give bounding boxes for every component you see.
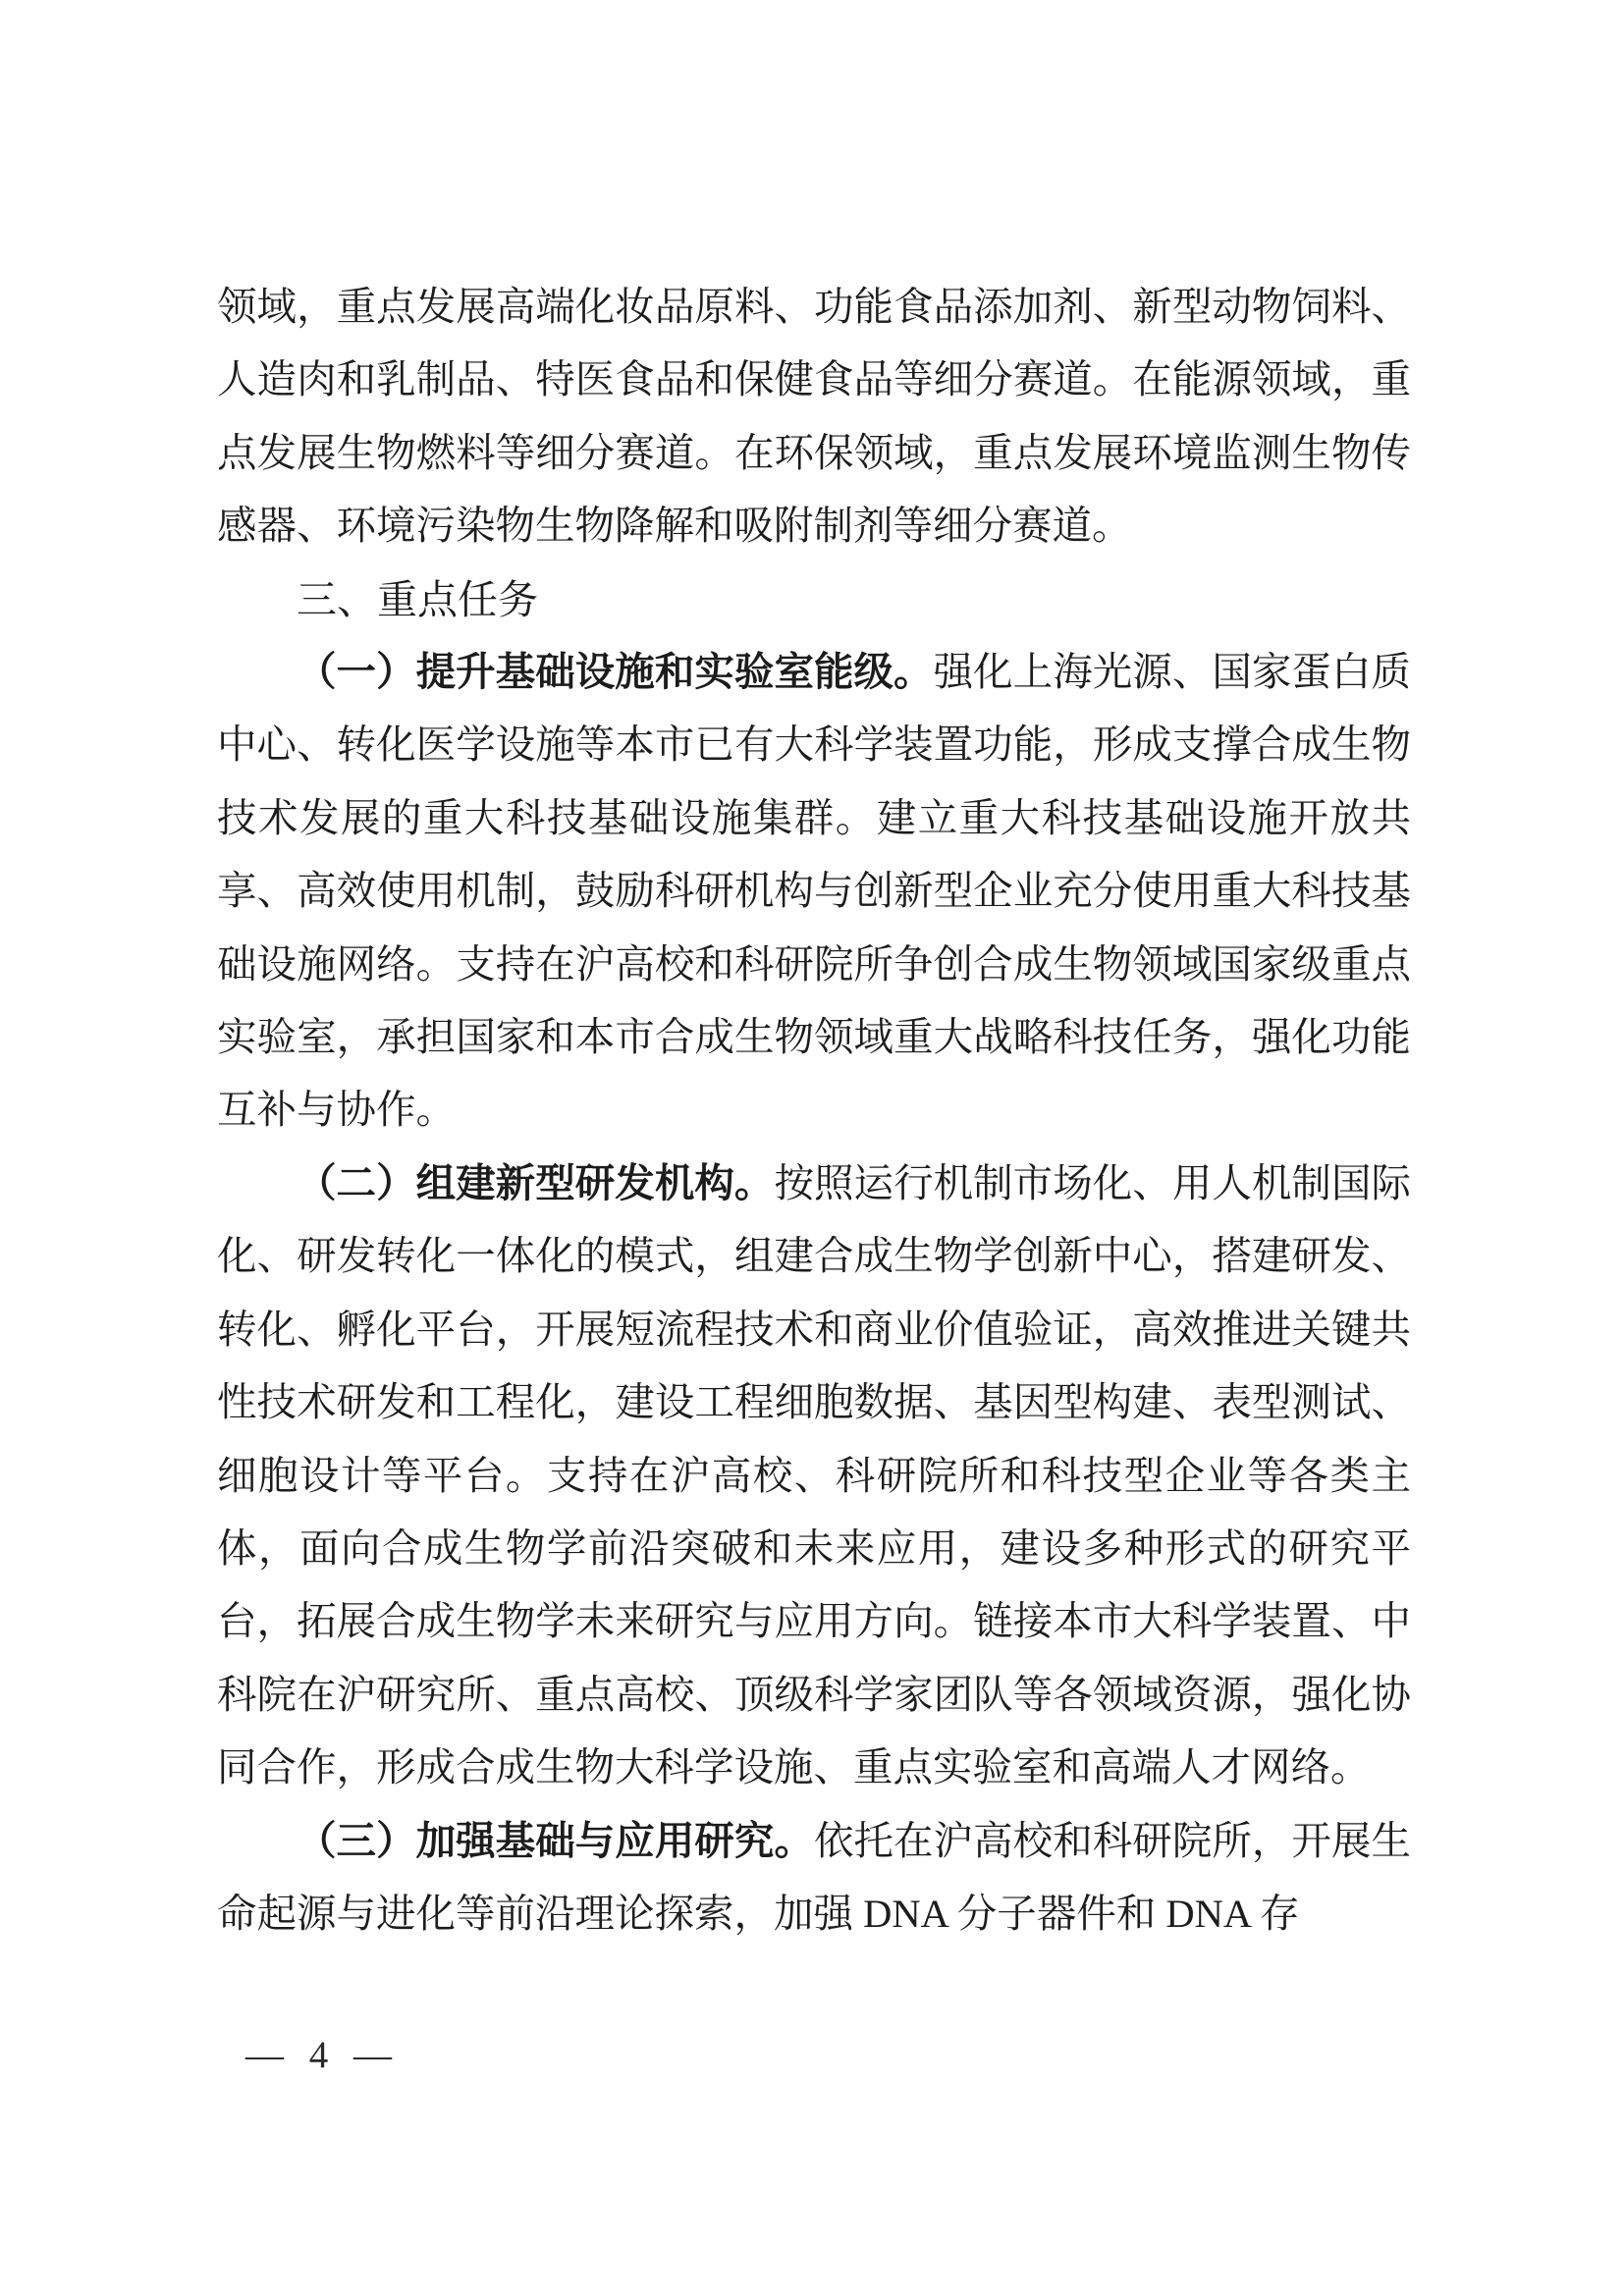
item-3-lead: （三）加强基础与应用研究。 bbox=[297, 1818, 814, 1863]
item-1-lead: （一）提升基础设施和实验室能级。 bbox=[297, 650, 934, 695]
paragraph-continued: 领域，重点发展高端化妆品原料、功能食品添加剂、新型动物饲料、人造肉和乳制品、特医食品和保健食品等细分赛道。在能源领域，重点发展生物燃料等细分赛道。在环保领域，重点发展环境监测生物传感器、环境污染物生物降解和吸附制剂等细分赛道。 bbox=[217, 285, 1411, 549]
document-body bbox=[217, 271, 1411, 1950]
paragraph-item-3 bbox=[217, 1805, 1411, 1951]
item-3-text: 依托在沪高校和科研院所，开展生命起源与进化等前沿理论探索，加强 DNA 分子器件和 DNA 存 bbox=[217, 1818, 1412, 1936]
item-2-text: 按照运行机制市场化、用人机制国际化、研发转化一体化的模式，组建合成生物学创新中心，搭建研发、转化、孵化平台，开展短流程技术和商业价值验证，高效推进关键共性技术研发和工程化，建设工程细胞数据、基因型构建、表型测试、细胞设计等平台。支持在沪高校、科研院所和科技型企业等各类主体，面向合成生物学前沿突破和未来应用，建设多种形式的研究平台，拓展合成生物学未来研究与应用方向。链接本市大科学装置、中科院在沪研究所、重点高校、顶级科学家团队等各领域资源，强化协同合作，形成合成生物大科学设施、重点实验室和高端人才网络。 bbox=[217, 1160, 1412, 1790]
item-1-text: 强化上海光源、国家蛋白质中心、转化医学设施等本市已有大科学装置功能，形成支撑合成生物技术发展的重大科技基础设施集群。建立重大科技基础设施开放共享、高效使用机制，鼓励科研机构与创新型企业充分使用重大科技基础设施网络。支持在沪高校和科研院所争创合成生物领域国家级重点实验室，承担国家和本市合成生物领域重大战略科技任务，强化功能互补与协作。 bbox=[217, 650, 1412, 1133]
page-number: — 4 — bbox=[245, 2034, 392, 2076]
item-2-lead: （二）组建新型研发机构。 bbox=[297, 1160, 775, 1205]
section-heading: 三、重点任务 bbox=[297, 576, 538, 622]
paragraph-item-2 bbox=[217, 1148, 1411, 1805]
paragraph-item-1 bbox=[217, 636, 1411, 1148]
